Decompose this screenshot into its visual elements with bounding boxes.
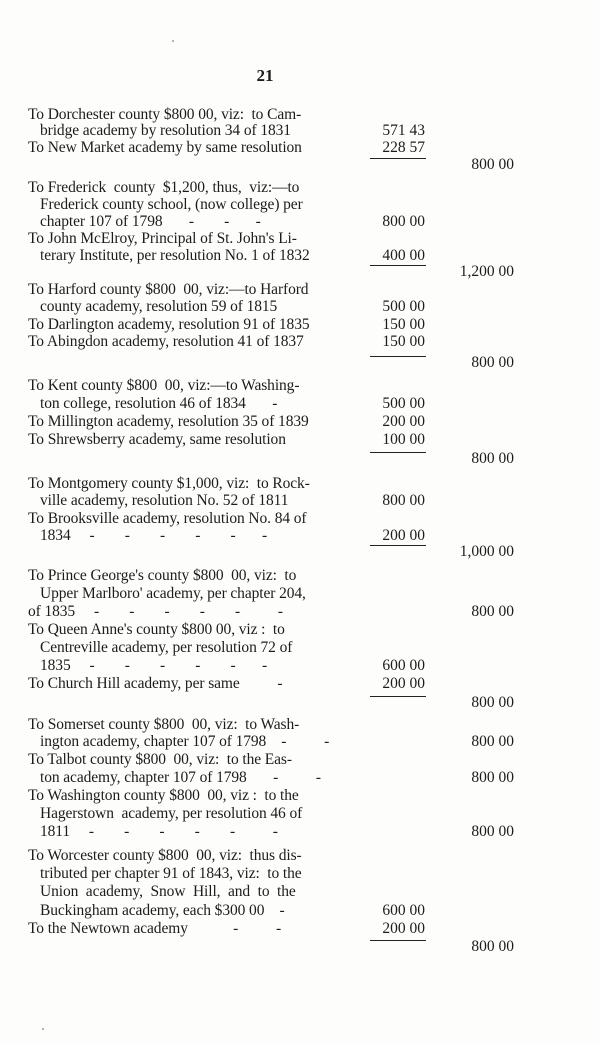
entry-continuation-line: Frederick county school, (now college) per xyxy=(40,196,303,213)
entry-continuation-line: 1811 - - - - - - xyxy=(40,823,278,840)
sub-amount: 150 00 xyxy=(382,333,425,350)
sub-amount: 800 00 xyxy=(382,213,425,230)
entry-continuation-line: Upper Marlboro' academy, per chapter 204, xyxy=(40,585,306,602)
sub-amount: 150 00 xyxy=(382,316,425,333)
county-total: 800 00 xyxy=(471,450,514,467)
page-number: 21 xyxy=(256,66,274,85)
entry-line: To Brooksville academy, resolution No. 84 of xyxy=(28,510,307,527)
sub-amount: 400 00 xyxy=(382,247,425,264)
county-total: 800 00 xyxy=(471,603,514,620)
entry-line: To Shrewsberry academy, same resolution xyxy=(28,431,286,448)
entry-line: To Queen Anne's county $800 00, viz : to xyxy=(28,621,285,638)
entry-continuation-line: 1835 - - - - - - xyxy=(40,657,268,674)
entry-continuation-line: tributed per chapter 91 of 1843, viz: to the xyxy=(40,865,302,882)
county-total: 800 00 xyxy=(471,694,514,711)
entry-line: To Kent county $800 00, viz:—to Washing- xyxy=(28,377,300,394)
sub-amount: 200 00 xyxy=(382,413,425,430)
entry-line: To Darlington academy, resolution 91 of 1835 xyxy=(28,316,310,333)
county-total: 800 00 xyxy=(471,769,514,786)
sub-amount: 200 00 xyxy=(382,527,425,544)
scan-speck xyxy=(42,1028,44,1030)
entry-continuation-line: Hagerstown academy, per resolution 46 of xyxy=(40,805,303,822)
entry-continuation-line: Centreville academy, per resolution 72 of xyxy=(40,639,293,656)
sub-amount: 800 00 xyxy=(382,492,425,509)
sub-amount: 200 00 xyxy=(382,675,425,692)
county-total: 1,200 00 xyxy=(459,263,514,280)
entry-continuation-line: ville academy, resolution No. 52 of 1811 xyxy=(40,492,289,509)
entry-line: To Prince George's county $800 00, viz: to xyxy=(28,567,297,584)
entry-continuation-line: county academy, resolution 59 of 1815 xyxy=(40,298,278,315)
county-total: 800 00 xyxy=(471,823,514,840)
entry-line: To Frederick county $1,200, thus, viz:—to xyxy=(28,179,300,196)
entry-continuation-line: ton college, resolution 46 of 1834 - xyxy=(40,395,278,412)
entry-line: To Worcester county $800 00, viz: thus dis- xyxy=(28,847,302,864)
county-total: 1,000 00 xyxy=(459,543,514,560)
sub-amount: 500 00 xyxy=(382,298,425,315)
entry-line: of 1835 - - - - - - xyxy=(28,603,283,620)
entry-continuation-line: terary Institute, per resolution No. 1 of 1832 xyxy=(40,247,310,264)
sub-amount: 571 43 xyxy=(382,122,425,139)
scan-speck xyxy=(172,40,174,42)
entry-line: To Somerset county $800 00, viz: to Wash- xyxy=(28,716,300,733)
entry-continuation-line: 1834 - - - - - - xyxy=(40,527,268,544)
sub-amount: 228 57 xyxy=(382,139,425,156)
county-total: 800 00 xyxy=(471,938,514,955)
entry-continuation-line: ton academy, chapter 107 of 1798 - - xyxy=(40,769,321,786)
entry-continuation-line: ington academy, chapter 107 of 1798 - - xyxy=(40,733,330,750)
sub-amount: 100 00 xyxy=(382,431,425,448)
county-total: 800 00 xyxy=(471,354,514,371)
entry-line: To John McElroy, Principal of St. John's Li- xyxy=(28,230,297,247)
entry-line: To the Newtown academy - - xyxy=(28,920,282,937)
sub-amount: 600 00 xyxy=(382,657,425,674)
entry-line: To Abingdon academy, resolution 41 of 1837 xyxy=(28,333,304,350)
sub-amount: 600 00 xyxy=(382,902,425,919)
entry-continuation-line: Union academy, Snow Hill, and to the xyxy=(40,883,296,900)
entry-line: To Millington academy, resolution 35 of 1839 xyxy=(28,413,309,430)
entry-continuation-line: bridge academy by resolution 34 of 1831 xyxy=(40,122,291,139)
entry-continuation-line: chapter 107 of 1798 - - - xyxy=(40,213,261,230)
county-total: 800 00 xyxy=(471,156,514,173)
sub-amount: 500 00 xyxy=(382,395,425,412)
entry-line: To Harford county $800 00, viz:—to Harford xyxy=(28,281,309,298)
entry-continuation-line: Buckingham academy, each $300 00 - xyxy=(40,902,285,919)
entry-line: To New Market academy by same resolution xyxy=(28,139,302,156)
entry-line: To Dorchester county $800 00, viz: to Cam- xyxy=(28,106,302,123)
entry-line: To Montgomery county $1,000, viz: to Rock- xyxy=(28,475,310,492)
county-total: 800 00 xyxy=(471,733,514,750)
entry-line: To Talbot county $800 00, viz: to the Eas- xyxy=(28,751,292,768)
entry-line: To Washington county $800 00, viz : to the xyxy=(28,787,299,804)
sub-amount: 200 00 xyxy=(382,920,425,937)
entry-line: To Church Hill academy, per same - xyxy=(28,675,283,692)
